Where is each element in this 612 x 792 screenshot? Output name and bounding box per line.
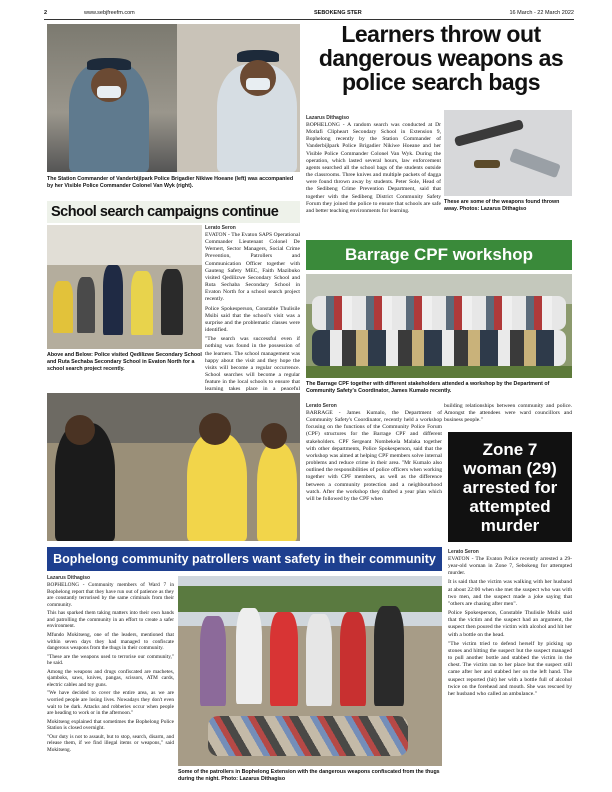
police-officers-photo: [47, 24, 300, 172]
patrollers-headline: Bophelong community patrollers want safety in their community: [47, 547, 442, 571]
school-search-headline: School search campaigns continue: [47, 201, 300, 223]
patrollers-byline: Lazarus Dithagiso: [47, 575, 91, 581]
patrollers-body: [47, 582, 174, 756]
paper-name: SEBOKENG STER: [314, 10, 362, 16]
school-search-photo-2: [47, 393, 300, 541]
murder-body-p1: EVATON - The Evaton Police recently arrested a 29-year-old woman in Zone 7, Sebokeng for attempted murder.: [448, 556, 572, 577]
police-photo-caption: The Station Commander of Vanderbijlpark Police Brigadier Nikiwe Hoeane (left) was accompanied by her Visible Police Commander Colonel Van Wyk (right).: [47, 176, 294, 189]
date-range: 16 March - 22 March 2022: [509, 10, 574, 16]
cpf-group-photo: [306, 274, 572, 378]
cpf-headline: Barrage CPF workshop: [306, 240, 572, 270]
cpf-body-cont: building relationships between community and police. Amongst the attendees were ward councillors and business people.": [444, 403, 572, 424]
school-body-p2: Police Spokesperson, Constable Thulisile Msibi said that the school's visit was a surprise and the problematic classes were identified.: [205, 305, 300, 334]
school-body: [205, 232, 300, 403]
website: www.sebjfreefm.com: [84, 10, 135, 16]
weapons-headline: Learners throw out dangerous weapons as police search bags: [318, 21, 564, 96]
page-number: 2: [44, 10, 48, 16]
patrollers-body-p8: "Our duty is not to assault, but to stop, search, disarm, and release them, if we find illegal items or weapons," said Mokitseng.: [47, 733, 174, 753]
school-body-p3: "The search was successful even if nothing was found in the possession of the learners. The school management was happy about the visit and they hope the visits will become a regular occurrence. School searches will become a regular feature in the local schools to ensure that learning takes place in a peaceful: [205, 336, 300, 393]
weapons-photo: [444, 110, 572, 196]
patrollers-photo: [178, 576, 442, 766]
patrollers-body-p4: "These are the weapons used to terrorise our community," he said.: [47, 653, 174, 667]
cpf-body: BARRAGE - James Kumalo, the Department of Community Safety's Coordinator, recently held a workshop focusing on the functions of the Community Police Forum (CPF) structures for the Barrage CPF and different stakeholders. CPF Sergeant Nombekela Malaka together with other departments, Police Spokesperson, said that the workshop was aimed at helping CPF members solve internal problems and reduce crime in their area. "Mr Kumalo also outlined the responsibilities of police officers when working together with CPF members, as well as the difference between a community protection and a neighbourhood watch. After the workshop they drafted a year plan which will be followed by the CPF when: [306, 410, 442, 502]
murder-body-p3: Police Spokesperson, Constable Thulisile Msibi said that the victim and the suspect had an argument, the suspect then poured the victim with alcohol and hit her with a bottle on the head.: [448, 610, 572, 638]
patrollers-body-p7: Mokitseng explained that sometimes the Bophelong Police Station is closed overnight.: [47, 718, 174, 732]
patrollers-body-p3: Mfundo Mokitseng, one of the leaders, mentioned that within seven days they had managed to confiscate dangerous weapons from the thugs in their community.: [47, 631, 174, 652]
school-body-p1: EVATON - The Evaton SAPS Operational Commander Lieutenant Colonel De Wernert, Sector Managers, Social Crime Prevention, Patrollers and Communication Officer together with Gauteng Safety MEC, Faith Mazibuko visited Qedilizwe Secondary School and Ruta Sechaba Secondary School in Evaton North for a school search project recently.: [205, 232, 300, 303]
school-byline: Lerato Seron: [205, 225, 236, 231]
school-search-photo-1: [47, 225, 202, 349]
murder-byline: Lerato Seron: [448, 549, 479, 555]
weapons-body: BOPHELONG - A random search was conducted at Dr Motlafi Clipheart Secondary School in Extension 9, Bophelong recently by the Station Commander of Vanderbijlpark Police Brigadier Nikiwe Hoeane and her Visible Police Commander Colonel Van Wyk. During the operation, which lasted several hours, law enforcement agents searched all the school bags of the students outside the classrooms. Three knives and multiple packets of dagga were found thrown away by students. Peter Sole, Head of the Sedibeng Crime Prevention Department, said that together with the Sedibeng District Community Safety Forum they joined the police to ensure that schools are safe and better teaching environments for learning.: [306, 122, 441, 214]
murder-headline: Zone 7 woman (29) arrested for attempted murder: [448, 432, 572, 542]
patrollers-body-p5: Among the weapons and drugs confiscated are machetes, sjamboks, saws, knives, pangas, scissors, ATM cards, electric cables and toy guns.: [47, 668, 174, 688]
weapons-caption: These are some of the weapons found thrown away. Photos: Lazarus Dithagiso: [444, 199, 560, 212]
murder-body-p2: It is said that the victim was walking with her husband at about 22:00 when she met the suspect who was with two men, and the suspect made a joke saying that "others are chasing after men".: [448, 579, 572, 607]
school-photo-caption: Above and Below: Police visited Qedilizwe Secondary School and Ruta Sechaba Secondary School in Evaton North for a school search project recently.: [47, 352, 202, 372]
patrollers-body-p1: BOPHELONG - Community members of Ward 7 in Bophelong report that they have run out of patience as they are constantly terrorised by the same criminals from their community.: [47, 582, 174, 608]
patrollers-body-p6: "We have decided to cover the entire area, as we are worried people are losing lives. Nowadays they don't even wait to be dark. Attacks and robberies occur when people are heading to work or in the afternoon.": [47, 690, 174, 717]
cpf-photo-caption: The Barrage CPF together with different stakeholders attended a workshop by the Department of Community Safety's Coordinator, James Kumalo recently.: [306, 381, 550, 394]
page-header: [44, 8, 574, 20]
patrollers-body-p2: This has sparked them taking matters into their own hands and patrolling the community in an effort to create a safer environment.: [47, 610, 174, 630]
murder-body-p4: "The victim tried to defend herself by picking up stones and hitting the suspect but the suspect managed to pull another bottle and stabbed the victim in the chest. The victim ran to her place but the suspect still came after her and stabbed her on the left hand. The suspect reported (hit) her with a bottle full of alcohol twice on the forehead and mouth. She was rescued by her husband who called an ambulance.": [448, 640, 572, 697]
patrollers-photo-caption: Some of the patrollers in Bophelong Extension with the dangerous weapons confiscated from the thugs during the night. Photo: Lazarus Dithagiso: [178, 769, 440, 782]
weapons-byline: Lazarus Dithagiso: [306, 115, 350, 121]
cpf-byline: Lerato Seron: [306, 403, 337, 409]
murder-body: [448, 556, 572, 700]
